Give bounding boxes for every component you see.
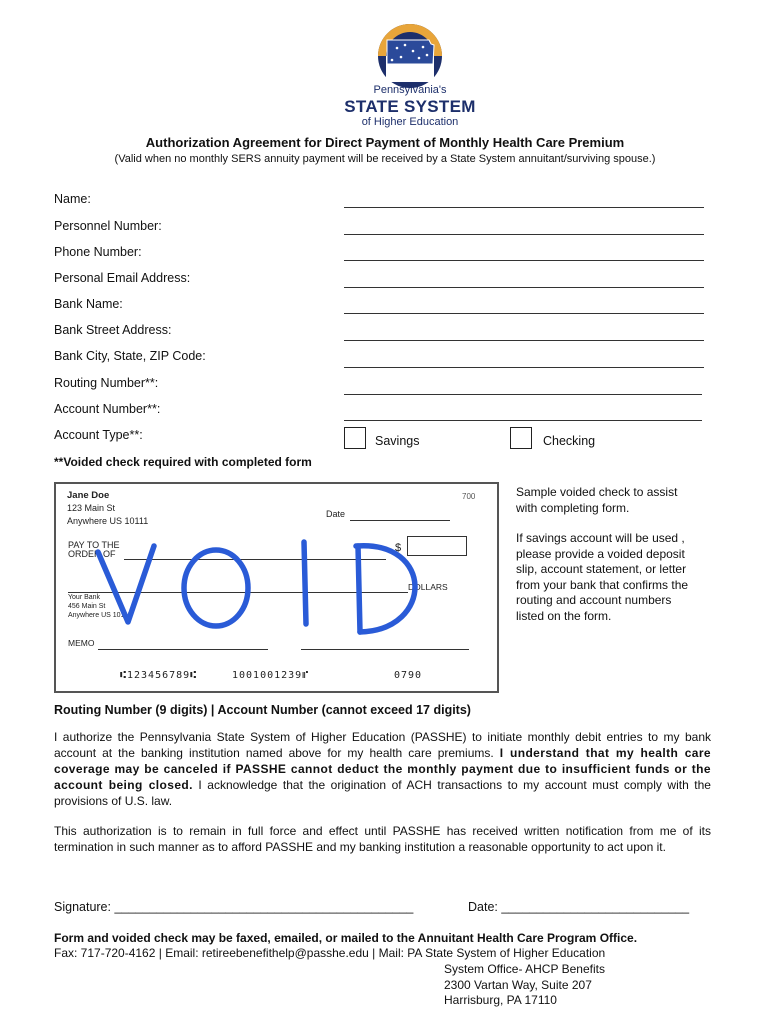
signature-field[interactable]: Signature: ___________________________________________ (54, 900, 414, 914)
check-bank-line1: Your Bank (68, 594, 101, 601)
form-subtitle: (Valid when no monthly SERS annuity payment will be received by a State System annuitant/surviving spouse.) (114, 153, 656, 165)
personnel-number-field[interactable] (344, 234, 704, 235)
logo-emblem-icon (335, 18, 485, 88)
phone-number-label: Phone Number: (54, 245, 142, 259)
voided-check-note: **Voided check required with completed form (54, 455, 312, 469)
check-routing-micr: ⑆123456789⑆ (120, 670, 198, 681)
account-number-label: Account Number**: (54, 402, 161, 416)
sample-voided-check (54, 482, 499, 693)
sample-check-note: Sample voided check to assist with completing form. (516, 485, 678, 515)
name-label: Name: (54, 192, 91, 206)
void-stamp (56, 484, 497, 691)
check-memo-label: MEMO (68, 638, 95, 648)
mail-address-line2: System Office- AHCP Benefits (444, 962, 605, 976)
routing-account-caption: Routing Number (9 digits) | Account Number (cannot exceed 17 digits) (54, 703, 471, 717)
check-pay-to: PAY TO THE (68, 540, 120, 550)
bank-street-field[interactable] (344, 340, 704, 341)
authorization-warning: I understand that my health care coverage may be canceled if PASSHE cannot deduct the monthly payment due to insufficient funds or the account being closed. (54, 746, 711, 792)
bank-city-label: Bank City, State, ZIP Code: (54, 349, 206, 363)
authorization-force-paragraph: This authorization is to remain in full force and effect until PASSHE has received written notification from me of its termination in such manner as to afford PASSHE and my banking institution a reasonable opportunity to act upon it. (54, 824, 711, 854)
savings-account-note: If savings account will be used , please provide a voided deposit slip, account statement, or letter from your bank that confirms the routing and account numbers listed on the form. (516, 531, 689, 623)
passhe-logo (335, 18, 485, 130)
check-payer-address2: Anywhere US 10111 (67, 516, 149, 526)
personnel-number-label: Personnel Number: (54, 219, 162, 233)
check-payer-name: Jane Doe (67, 490, 110, 501)
contact-line: Fax: 717-720-4162 | Email: retireebenefithelp@passhe.edu | Mail: PA State System of Higher Education (54, 946, 606, 960)
check-dollar-sign: $ (395, 542, 402, 554)
email-label: Personal Email Address: (54, 271, 191, 285)
check-bank-line2: 456 Main St (68, 603, 106, 610)
check-number: 700 (462, 492, 476, 501)
routing-number-label: Routing Number**: (54, 376, 159, 390)
check-dollars-label: DOLLARS (408, 582, 448, 592)
bank-name-field[interactable] (344, 313, 704, 314)
checking-checkbox[interactable] (510, 427, 532, 449)
name-field[interactable] (344, 207, 704, 208)
form-title: Authorization Agreement for Direct Payment of Monthly Health Care Premium (145, 135, 625, 150)
date-field[interactable]: Date: ___________________________ (468, 900, 690, 914)
check-bank-line3: Anywhere US 10111 (68, 612, 132, 619)
check-date-label: Date (326, 509, 346, 519)
check-account-micr: 1001001239⑈ (232, 670, 310, 681)
bank-city-field[interactable] (344, 367, 704, 368)
mail-address-line3: 2300 Vartan Way, Suite 207 (444, 978, 592, 992)
savings-checkbox[interactable] (344, 427, 366, 449)
account-number-field[interactable] (344, 420, 702, 421)
phone-number-field[interactable] (344, 260, 704, 261)
submission-instructions: Form and voided check may be faxed, emailed, or mailed to the Annuitant Health Care Program Office. (54, 931, 638, 945)
authorization-paragraph (54, 729, 711, 809)
savings-label: Savings (375, 434, 420, 448)
authorization-text1: I authorize the Pennsylvania State System of Higher Education (PASSHE) to initiate monthly debit entries to my bank account at the banking institution named above for my health care premiums. (54, 730, 711, 760)
bank-street-label: Bank Street Address: (54, 323, 172, 337)
mail-address-line4: Harrisburg, PA 17110 (444, 993, 557, 1007)
bank-name-label: Bank Name: (54, 297, 123, 311)
check-number-micr: 0790 (394, 670, 423, 681)
logo-line3: of Higher Education (361, 116, 459, 128)
checking-label: Checking (543, 434, 596, 448)
account-type-label: Account Type**: (54, 428, 143, 442)
logo-line1: Pennsylvania's (373, 84, 447, 96)
check-order-of: ORDER OF (68, 549, 116, 559)
email-field[interactable] (344, 287, 704, 288)
check-payer-address1: 123 Main St (67, 503, 116, 513)
authorization-text2: I acknowledge that the origination of ACH transactions to my account must comply with the provisions of U.S. law. (54, 778, 711, 808)
routing-number-field[interactable] (344, 394, 702, 395)
logo-line2: STATE SYSTEM (344, 97, 476, 116)
